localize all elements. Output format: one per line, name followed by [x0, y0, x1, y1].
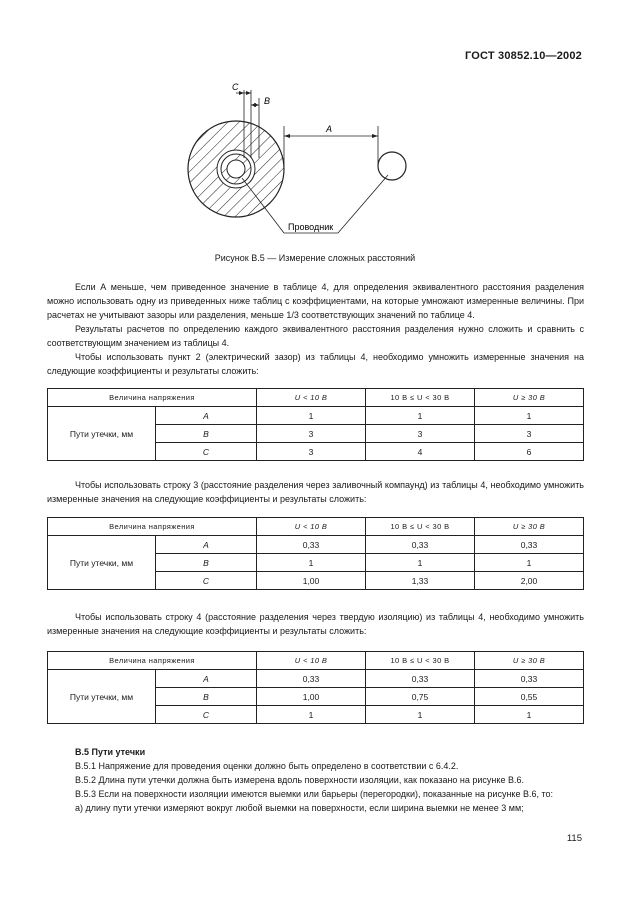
header-voltage: Величина напряжения	[48, 652, 257, 670]
label-conductor: Проводник	[288, 222, 334, 232]
text-after-table-1	[47, 478, 584, 506]
table-cell: 6	[475, 443, 584, 461]
coefficient-table-2	[47, 517, 584, 590]
row-label: Пути утечки, мм	[48, 670, 156, 724]
header-u-ge-30: U ≥ 30 В	[475, 652, 584, 670]
table-cell: 3	[475, 425, 584, 443]
row-name: C	[156, 443, 257, 461]
paragraph-row-3: Чтобы использовать строку 3 (расстояние разделения через заливочный компаунд) из таблицы 4, необходимо умножить измеренные значения на следующие коэффициенты и результаты сложить:	[47, 480, 584, 504]
coefficient-table-1	[47, 388, 584, 461]
header-u-lt-10: U < 10 В	[257, 389, 366, 407]
section-b5	[47, 745, 584, 815]
header-u-10-30: 10 В ≤ U < 30 В	[366, 652, 475, 670]
figure-caption: Рисунок В.5 — Измерение сложных расстояний	[214, 253, 416, 263]
header-u-ge-30: U ≥ 30 В	[475, 389, 584, 407]
row-name: C	[156, 706, 257, 724]
table-cell: 1,33	[366, 572, 475, 590]
intro-paragraph-2: Результаты расчетов по определению каждого эквивалентного расстояния разделения нужно сложить и сравнить с соответствующим значением из таблицы 4.	[47, 324, 584, 348]
figure-b5-drawing	[0, 78, 630, 248]
row-name: B	[156, 554, 257, 572]
header-u-10-30: 10 В ≤ U < 30 В	[366, 518, 475, 536]
header-u-lt-10: U < 10 В	[257, 652, 366, 670]
section-paragraph-3: В.5.3 Если на поверхности изоляции имеются выемки или барьеры (перегородки), показанные на рисунке В.6, то:	[75, 789, 554, 799]
table-cell: 3	[257, 425, 366, 443]
table-cell: 3	[257, 443, 366, 461]
table-cell: 0,75	[366, 688, 475, 706]
section-paragraph-4: а) длину пути утечки измеряют вокруг любой выемки на поверхности, если ширина выемки не менее 3 мм;	[75, 803, 524, 813]
table-cell: 0,33	[257, 536, 366, 554]
header-u-ge-30: U ≥ 30 В	[475, 518, 584, 536]
row-name: A	[156, 407, 257, 425]
coefficient-table-3	[47, 651, 584, 724]
text-after-table-2	[47, 610, 584, 638]
row-name: C	[156, 572, 257, 590]
label-a: A	[326, 124, 333, 134]
table-cell: 1	[475, 407, 584, 425]
table-cell: 0,33	[366, 670, 475, 688]
row-name: B	[156, 425, 257, 443]
table-cell: 2,00	[475, 572, 584, 590]
row-name: A	[156, 670, 257, 688]
intro-text	[47, 280, 584, 378]
table-cell: 1	[366, 407, 475, 425]
table-cell: 1,00	[257, 688, 366, 706]
row-name: B	[156, 688, 257, 706]
header-voltage: Величина напряжения	[48, 518, 257, 536]
section-paragraph-1: В.5.1 Напряжение для проведения оценки должно быть определено в соответствии с 6.4.2.	[75, 761, 459, 771]
table-cell: 1	[257, 554, 366, 572]
table-cell: 0,33	[366, 536, 475, 554]
row-label: Пути утечки, мм	[48, 407, 156, 461]
table-cell: 3	[366, 425, 475, 443]
header-voltage: Величина напряжения	[48, 389, 257, 407]
document-id: ГОСТ 30852.10—2002	[464, 50, 582, 62]
table-cell: 1	[475, 554, 584, 572]
paragraph-row-4: Чтобы использовать строку 4 (расстояние разделения через твердую изоляцию) из таблицы 4, необходимо умножить измеренные значения на следующие коэффициенты и результаты сложить:	[47, 612, 584, 636]
label-b: B	[264, 96, 271, 106]
section-paragraph-2: В.5.2 Длина пути утечки должна быть измерена вдоль поверхности изоляции, как показано на рисунке В.6.	[75, 775, 524, 785]
header-u-10-30: 10 В ≤ U < 30 В	[366, 389, 475, 407]
table-cell: 1	[257, 706, 366, 724]
table-cell: 1	[475, 706, 584, 724]
conductor-circle	[227, 160, 245, 178]
table-cell: 1,00	[257, 572, 366, 590]
header-u-lt-10: U < 10 В	[257, 518, 366, 536]
table-cell: 1	[257, 407, 366, 425]
label-c: C	[232, 82, 239, 92]
remote-conductor	[378, 152, 406, 180]
intro-paragraph-3: Чтобы использовать пункт 2 (электрический зазор) из таблицы 4, необходимо умножить измеренные значения на следующие коэффициенты и результаты сложить:	[47, 352, 584, 376]
figure-b5	[0, 78, 630, 248]
intro-paragraph-1: Если А меньше, чем приведенное значение в таблице 4, для определения эквивалентного расстояния разделения можно использовать одну из приведенных ниже таблиц с коэффициентами, на которые умножают измеренные величины. При расчетах не учитывают зазоры или разделения, меньше 1/3 соответствующих значений по таблице 4.	[47, 282, 584, 320]
section-title: В.5 Пути утечки	[75, 747, 146, 757]
table-cell: 0,33	[475, 536, 584, 554]
table-cell: 0,33	[475, 670, 584, 688]
row-name: A	[156, 536, 257, 554]
table-cell: 4	[366, 443, 475, 461]
row-label: Пути утечки, мм	[48, 536, 156, 590]
table-cell: 1	[366, 554, 475, 572]
table-cell: 0,33	[257, 670, 366, 688]
table-cell: 1	[366, 706, 475, 724]
page-number: 115	[566, 833, 582, 844]
table-cell: 0,55	[475, 688, 584, 706]
